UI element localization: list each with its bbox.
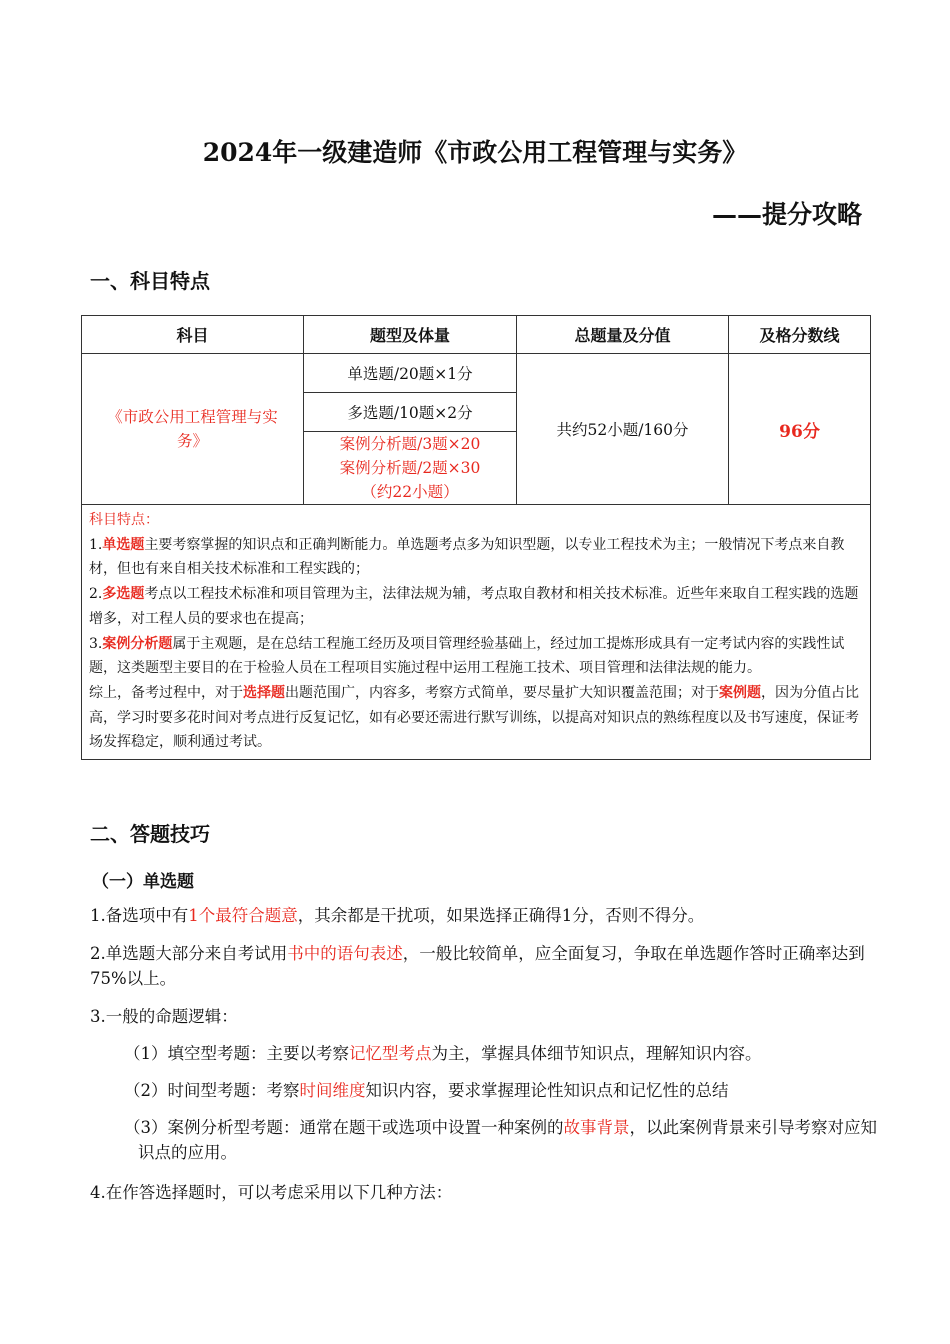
table-row xyxy=(82,354,871,393)
notes-p2-keyword: 多选题 xyxy=(102,586,145,603)
notes-p3-keyword: 案例分析题 xyxy=(102,635,173,652)
document-subtitle: ——提分攻略 xyxy=(711,200,862,229)
tip-3-3-text-a: （3）案例分析型考题：通常在题干或选项中设置一种案例的 xyxy=(124,1118,564,1137)
notes-paragraph-3 xyxy=(89,632,863,681)
notes-p4-keyword-1: 选择题 xyxy=(243,684,285,701)
subject-name: 《市政公用工程管理与实务》 xyxy=(82,354,304,505)
case-line-2: 案例分析题/2题×30 xyxy=(339,459,481,477)
type-single-choice: 单选题/20题×1分 xyxy=(304,354,517,393)
tip-3-2-text-a: （2）时间型考题：考察 xyxy=(124,1081,300,1100)
notes-p1-number: 1. xyxy=(89,536,103,553)
document-title: 2024年一级建造师《市政公用工程管理与实务》 xyxy=(202,138,748,167)
tip-1-text-b: ，其余都是干扰项，如果选择正确得1分，否则不得分。 xyxy=(297,906,705,925)
tip-item-3-1 xyxy=(124,1041,870,1066)
notes-p1-text: 主要考察掌握的知识点和正确判断能力。单选题考点多为知识型题，以专业工程技术为主；一般情况下考点来自教材，但也有来自相关技术标准和工程实践的； xyxy=(89,536,845,578)
notes-label: 科目特点： xyxy=(89,512,159,528)
notes-p4-text-c: ，因为分值占比高，学习时要多花时间对考点进行反复记忆，如有必要还需进行默写训练，以提高对知识点的熟练程度以及书写速度，保证考场发挥稳定，顺利通过考试。 xyxy=(89,684,859,751)
notes-p4-text-b: 出题范围广，内容多，考察方式简单，要尽量扩大知识覆盖范围；对于 xyxy=(285,684,719,701)
tip-1-highlight: 1个最符合题意 xyxy=(188,906,298,925)
tip-3-2-text-b: 知识内容，要求掌握理论性知识点和记忆性的总结 xyxy=(365,1081,729,1100)
tip-3-1-text-a: （1）填空型考题：主要以考察 xyxy=(124,1044,349,1063)
tip-3-1-text-b: 为主，掌握具体细节知识点，理解知识内容。 xyxy=(431,1044,762,1063)
header-pass-line: 及格分数线 xyxy=(729,316,871,354)
tip-3-3-highlight: 故事背景 xyxy=(563,1118,630,1137)
notes-p4-keyword-2: 案例题 xyxy=(719,684,761,701)
section-heading-tips: 二、答题技巧 xyxy=(90,822,210,846)
notes-paragraph-2 xyxy=(89,582,863,631)
type-case-analysis xyxy=(304,432,517,505)
header-subject: 科目 xyxy=(82,316,304,354)
table-header-row xyxy=(82,316,871,354)
tip-item-2 xyxy=(90,941,870,991)
subject-table xyxy=(81,315,871,760)
pass-score: 96分 xyxy=(729,354,871,505)
notes-p4-text-a: 综上，备考过程中，对于 xyxy=(89,684,243,701)
case-line-1: 案例分析题/3题×20 xyxy=(339,435,481,453)
case-line-3: （约22小题） xyxy=(361,483,459,501)
header-total-score: 总题量及分值 xyxy=(517,316,729,354)
tip-item-3: 3.一般的命题逻辑： xyxy=(90,1007,238,1026)
section-heading-features: 一、科目特点 xyxy=(90,269,210,293)
tip-1-text-a: 1.备选项中有 xyxy=(90,906,189,925)
notes-p3-number: 3. xyxy=(89,635,103,652)
notes-paragraph-1 xyxy=(89,533,863,582)
notes-p1-keyword: 单选题 xyxy=(102,536,145,553)
tip-3-3-text-b: ，以此案例背景来引导考察对应知识点的应用。 xyxy=(138,1118,877,1162)
tip-item-4: 4.在作答选择题时，可以考虑采用以下几种方法： xyxy=(90,1183,453,1202)
notes-p2-number: 2. xyxy=(89,586,103,603)
type-multi-choice: 多选题/10题×2分 xyxy=(304,393,517,432)
subject-notes xyxy=(82,505,871,760)
tip-2-text-b: ，一般比较简单，应全面复习，争取在单选题作答时正确率达到75%以上。 xyxy=(90,944,865,988)
table-notes-row xyxy=(82,505,871,760)
tip-item-1 xyxy=(90,903,870,928)
tip-2-highlight: 书中的语句表述 xyxy=(287,944,403,963)
tip-2-text-a: 2.单选题大部分来自考试用 xyxy=(90,944,288,963)
total-questions: 共约52小题/160分 xyxy=(517,354,729,505)
tip-3-1-highlight: 记忆型考点 xyxy=(349,1044,432,1063)
header-question-types: 题型及体量 xyxy=(304,316,517,354)
tip-3-2-highlight: 时间维度 xyxy=(299,1081,366,1100)
notes-p3-text: 属于主观题，是在总结工程施工经历及项目管理经验基础上，经过加工提炼形成具有一定考试内容的实践性试题，这类题型主要目的在于检验人员在工程项目实施过程中运用工程施工技术、项目管理和法律法规的能力。 xyxy=(89,635,845,677)
subsection-heading-single: （一）单选题 xyxy=(92,872,194,892)
notes-p2-text: 考点以工程技术标准和项目管理为主，法律法规为辅，考点取自教材和相关技术标准。近些年来取自工程实践的选题增多，对工程人员的要求也在提高； xyxy=(89,586,859,627)
notes-paragraph-4 xyxy=(89,681,863,755)
tip-item-3-2 xyxy=(124,1078,870,1103)
tip-item-3-3 xyxy=(124,1115,878,1165)
